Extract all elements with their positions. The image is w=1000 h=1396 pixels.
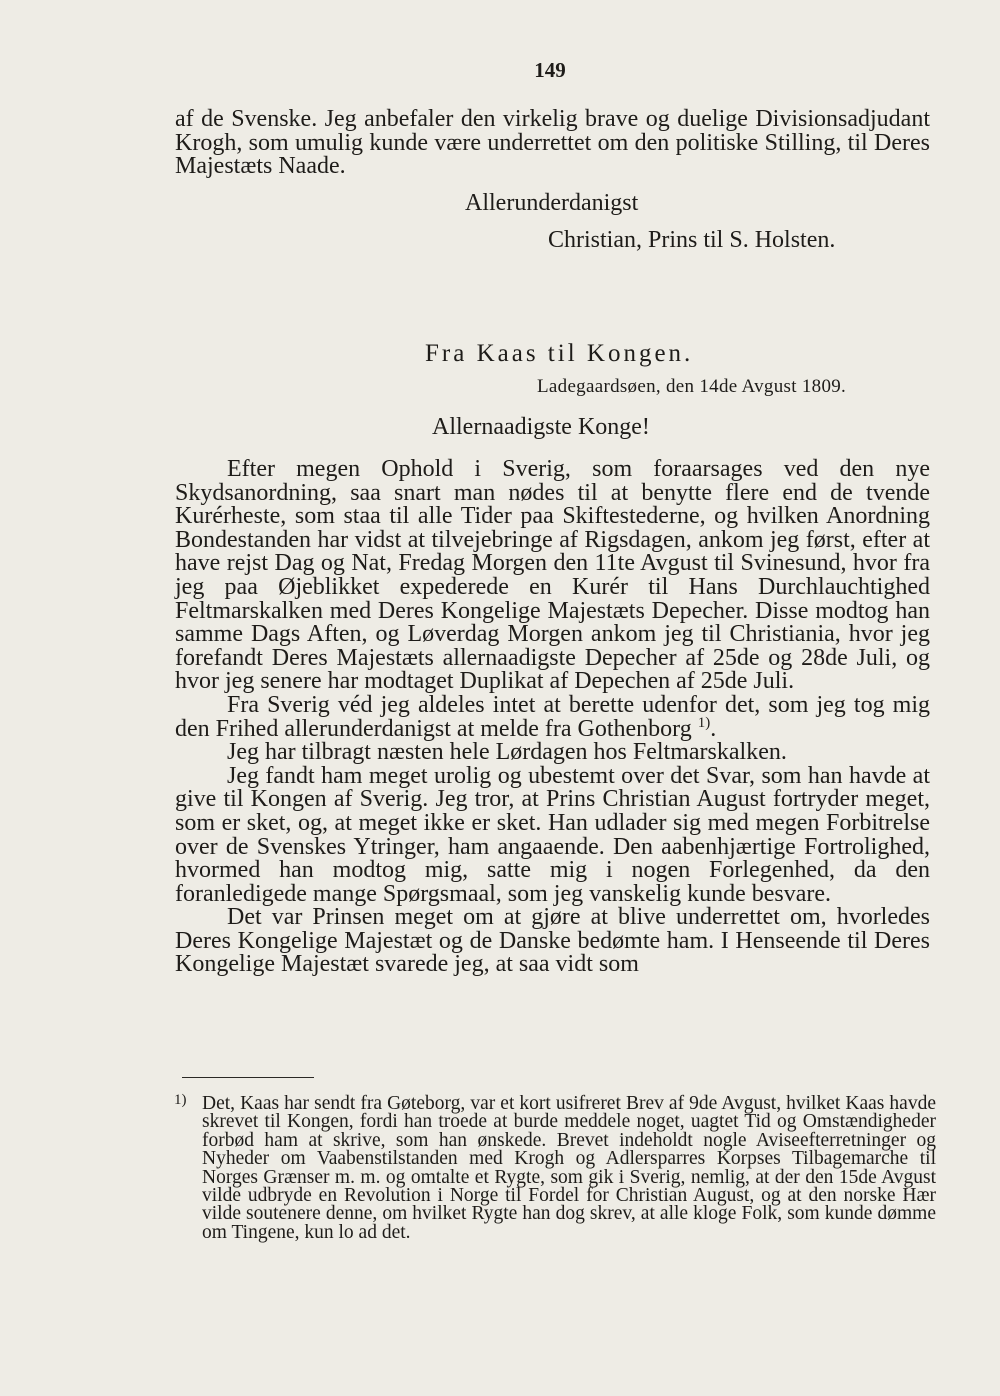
letter-2-salutation: Allernaadigste Konge! <box>432 414 650 440</box>
letter-1-closing: Allerunderdanigst <box>465 190 639 216</box>
letter-2-paragraph-tail: . <box>710 715 717 742</box>
footnote-reference: 1) <box>697 714 711 731</box>
letter-1-text: af de Svenske. Jeg anbefaler den virkelig brave og duelige Divisionsadjudant Krogh, som umulig kunde være underrettet om den politiske Stilling, til Deres Majestæts Naade. <box>175 106 930 180</box>
footnote-text: Det, Kaas har sendt fra Gøteborg, var et kort usifreret Brev af 9de Avgust, hvilket Kaas havde skrevet til Kongen, fordi han troede at burde meddele noget, uagtet Tid og Omstændigheder forbød ham at skrive, som han ønskede. Brevet indeholdt nogle Aviseefterretninger og Nyheder om Vaabenstilstanden med Krogh og Adlersparres Korpses Tilbagemarche til Norges Grænser m. m. og omtalte et Rygte, som gik i Sverig, nemlig, at der den 15de Avgust vilde udbryde en Revolution i Norge til Fordel for Christian August, og at den norske Hær vilde soutenere denne, om hvilket Rygte han dog skrev, at alle kloge Folk, som kunde dømme om Tingene, kun lo ad det. <box>202 1093 936 1243</box>
letter-2-body <box>175 458 930 977</box>
letter-2-paragraph-with-footnote <box>175 691 930 742</box>
footnote <box>174 1092 936 1243</box>
letter-2-dateline: Ladegaardsøen, den 14de Avgust 1809. <box>537 376 847 397</box>
letter-2-heading: Fra Kaas til Kongen. <box>425 340 694 367</box>
letter-1-signature: Christian, Prins til S. Holsten. <box>548 227 836 253</box>
letter-1-closing-paragraph <box>175 108 930 179</box>
letter-2-paragraph: Det var Prinsen meget om at gjøre at blive underrettet om, hvorledes Deres Kongelige Majestæt og de Danske bedømte ham. I Henseende til Deres Kongelige Majestæt svarede jeg, at saa vidt som <box>175 904 930 978</box>
page-number: 149 <box>534 58 566 82</box>
footnote-divider <box>182 1077 314 1078</box>
letter-2-paragraph-text: Fra Sverig véd jeg aldeles intet at berette udenfor det, som jeg tog mig den Frihed allerunderdanigst at melde fra Gothenborg <box>175 691 930 742</box>
letter-2-paragraph: Jeg fandt ham meget urolig og ubestemt over det Svar, som han havde at give til Kongen af Sverig. Jeg tror, at Prins Christian August fortryder meget, som er sket, og, at meget ikke er sket. Han udlader sig med megen Forbitrelse over de Svenskes Ytringer, ham angaaende. Den aabenhjærtige Fortrolighed, hvormed han modtog mig, satte mig i nogen Forlegenhed, da den foranledigede mange Spørgsmaal, som jeg vanskelig kunde besvare. <box>175 762 930 907</box>
letter-2-paragraph: Efter megen Ophold i Sverig, som foraarsages ved den nye Skydsanordning, saa snart man nødes til at benytte flere end de tvende Kurérheste, som staa til alle Tider paa Skiftestederne, og hvilken Anordning Bondestanden har vidst at tilvejebringe af Rigsdagen, ankom jeg først, efter at have rejst Dag og Nat, Fredag Morgen den 11te Avgust til Svinesund, hvor fra jeg paa Øjeblikket expederede en Kurér til Hans Durchlauchtighed Feltmarskalken med Deres Kongelige Majestæts Depecher. Disse modtog han samme Dags Aften, og Løverdag Morgen ankom jeg til Christiania, hvor jeg forefandt Deres Majestæts allernaadigste Depecher af 25de og 28de Juli, og hvor jeg senere har modtaget Duplikat af Depechen af 25de Juli. <box>175 456 930 695</box>
footnote-marker: 1) <box>174 1092 187 1108</box>
letter-2-paragraph: Jeg har tilbragt næsten hele Lørdagen hos Feltmarskalken. <box>227 739 787 766</box>
